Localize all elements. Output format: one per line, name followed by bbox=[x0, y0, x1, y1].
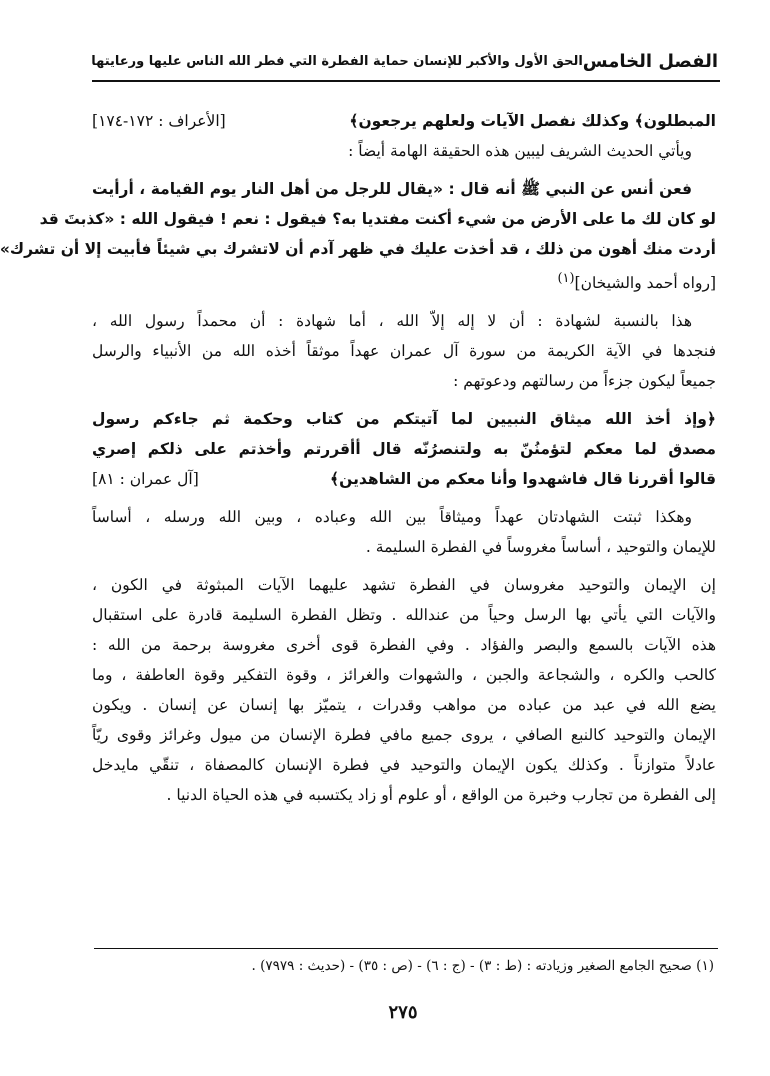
hadith-line: أردت منك أهون من ذلك ، قد أخذت عليك في ظهر آدم أن لاتشرك بي شيئاً فأبيت إلا أن تشرك» bbox=[0, 240, 716, 258]
paragraph-2-line: جميعاً ليكون جزءاً من رسالتهم ودعوتهم : bbox=[453, 372, 716, 391]
paragraph-3-line: للإيمان والتوحيد ، أساساً مغروساً في الفطرة السليمة . bbox=[365, 538, 716, 557]
footnote-marker: (١) bbox=[557, 271, 575, 286]
paragraph-4-line: يضع الله في عبد من عباده من مواهب وقدرات ، يتميّز بها إنسان عن إنسان . ويكون bbox=[92, 696, 716, 715]
paragraph-4-line: إن الإيمان والتوحيد مغروسان في الفطرة تشهد عليهما الآيات المبثوثة في الكون ، bbox=[92, 576, 716, 595]
verse-2-last-text: قالوا أقررنا قال فاشهدوا وأنا معكم من الشاهدين﴾ bbox=[330, 470, 716, 489]
header-rule bbox=[92, 80, 720, 82]
paragraph-4-line: هذه الآيات بالسمع والبصر والفؤاد . وفي الفطرة قوى أخرى مغروسة برحمة من الله : bbox=[92, 636, 716, 655]
paragraph-4-line: عادلاً متوازناً . وكذلك يكون الإيمان والتوحيد في فطرة الإنسان كالمصفاة ، تنقّي مايدخل bbox=[92, 756, 716, 775]
verse-2-last bbox=[92, 464, 716, 494]
paragraph-4-line: إلى الفطرة من تجارب وخبرة من الواقع ، أو علوم أو زاد يكتسبه في هذه الحياة الدنيا . bbox=[166, 786, 716, 805]
paragraph-4-line: الإيمان والتوحيد كالنبع الصافي ، يروى جميع مافي فطرة الإنسان من ميول وغرائز وقوى ريّاً bbox=[92, 726, 716, 745]
footnote-rule bbox=[94, 948, 718, 949]
verse-2-line: ﴿وإذ أخذ الله ميثاق النبيين لما آتيتكم من كتاب وحكمة ثم جاءكم رسول bbox=[92, 410, 716, 429]
page-header bbox=[91, 44, 718, 78]
hadith-line: لو كان لك ما على الأرض من شيء أكنت مفتديا به؟ فيقول : نعم ! فيقول الله : «كذبتَ قد bbox=[39, 210, 716, 228]
verse-2-reference: [آل عمران : ٨١] bbox=[92, 470, 199, 489]
paragraph-3-line: وهكذا ثبتت الشهادتان عهداً وميثاقاً بين الله وعباده ، وبين الله ورسله ، أساساً bbox=[92, 508, 692, 527]
footnote: (١) صحيح الجامع الصغير وزيادته : (ط : ٣) - (ج : ٦) - (ص : ٣٥) - (حديث : ٧٩٧٩) . bbox=[251, 958, 714, 974]
hadith-reference-line bbox=[92, 264, 716, 298]
verse-1 bbox=[92, 106, 716, 136]
page-body bbox=[0, 106, 716, 810]
paragraph-4-line: كالحب والكره ، والشجاعة والجبن ، والشهوات والغرائز ، وقوة التفكير وقوة العاطفة ، وما bbox=[92, 666, 716, 685]
paragraph-1: ويأتي الحديث الشريف ليبين هذه الحقيقة الهامة أيضاً : bbox=[348, 142, 692, 160]
hadith-reference: [رواه أحمد والشيخان] bbox=[574, 274, 716, 293]
paragraph-4-line: والآيات التي يأتي بها الرسل وحياً من عندالله . وتظل الفطرة السليمة قادرة على استقبال bbox=[92, 606, 716, 625]
verse-1-reference: [الأعراف : ١٧٢-١٧٤] bbox=[92, 112, 226, 130]
verse-2-line: مصدق لما معكم لتؤمنُنّ به ولتنصرُنّه قال أأقررتم وأخذتم على ذلكم إصري bbox=[92, 440, 716, 459]
chapter-title: الفصل الخامس bbox=[582, 50, 718, 72]
running-title: الحق الأول والأكبر للإنسان حماية الفطرة التي فطر الله الناس عليها ورعايتها bbox=[91, 53, 583, 69]
page-number: ٢٧٥ bbox=[388, 1002, 418, 1023]
paragraph-2-line: هذا بالنسبة لشهادة : أن لا إله إلاّ الله ، أما شهادة : أن محمداً رسول الله ، bbox=[92, 312, 692, 331]
paragraph-2-line: فنجدها في الآية الكريمة من سورة آل عمران عهداً موثقاً أخذه الله من الأنبياء والرسل bbox=[92, 342, 716, 361]
verse-1-text: المبطلون﴾ وكذلك نفصل الآيات ولعلهم يرجعون﴾ bbox=[349, 112, 716, 130]
hadith-line: فعن أنس عن النبي ﷺ أنه قال : «يقال للرجل من أهل النار يوم القيامة ، أرأيت bbox=[92, 180, 692, 198]
